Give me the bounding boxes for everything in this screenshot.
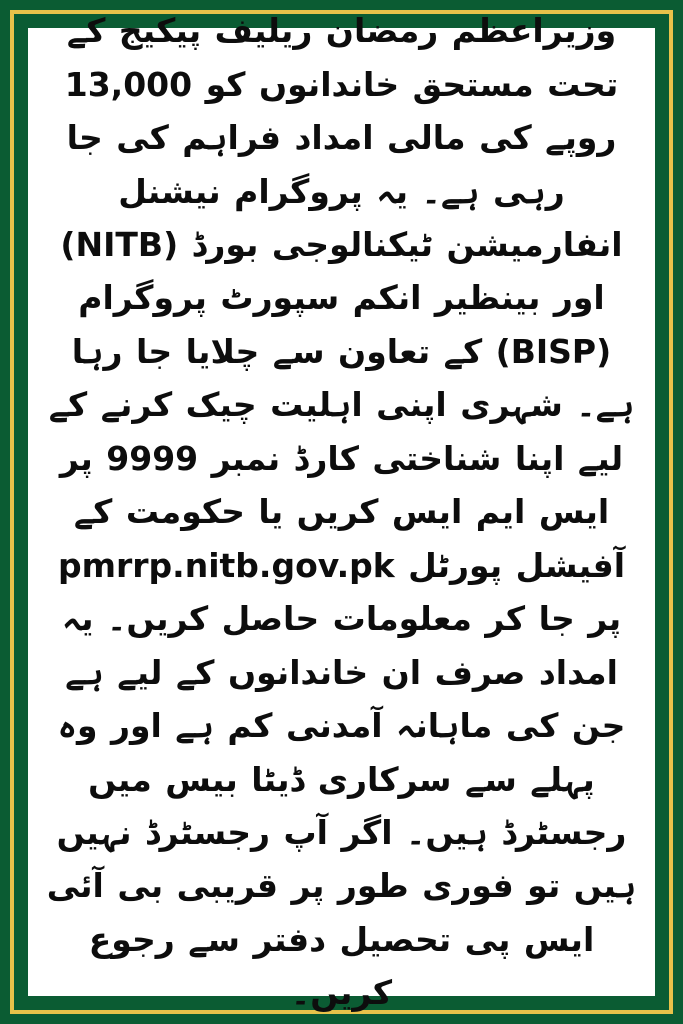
announcement-text: وزیراعظم رمضان ریلیف پیکیج کے تحت مستحق خاندانوں کو 13,000 روپے کی مالی امداد فراہم کی جا رہی ہے۔ یہ پروگرام نیشنل انفارمیشن ٹیکنالوجی بورڈ (NITB) اور بینظیر انکم سپورٹ پروگرام (BISP) کے تعاون سے چلایا جا رہا ہے۔ شہری اپنی اہلیت چیک کرنے کے لیے اپنا شناختی کارڈ نمبر 9999 پر ایس ایم ایس کریں یا حکومت کے آفیشل پورٹل pmrrp.nitb.gov.pk پر جا کر معلومات حاصل کریں۔ یہ امداد صرف ان خاندانوں کے لیے ہے جن کی ماہانہ آمدنی کم ہے اور وہ پہلے سے سرکاری ڈیٹا بیس میں رجسٹرڈ ہیں۔ اگر آپ رجسٹرڈ نہیں ہیں تو فوری طور پر قریبی بی آئی ایس پی تحصیل دفتر سے رجوع کریں۔ — [46, 11, 637, 1013]
gold-border-frame — [10, 10, 673, 1014]
green-border-frame — [20, 11, 663, 1013]
content-card — [28, 11, 655, 1013]
